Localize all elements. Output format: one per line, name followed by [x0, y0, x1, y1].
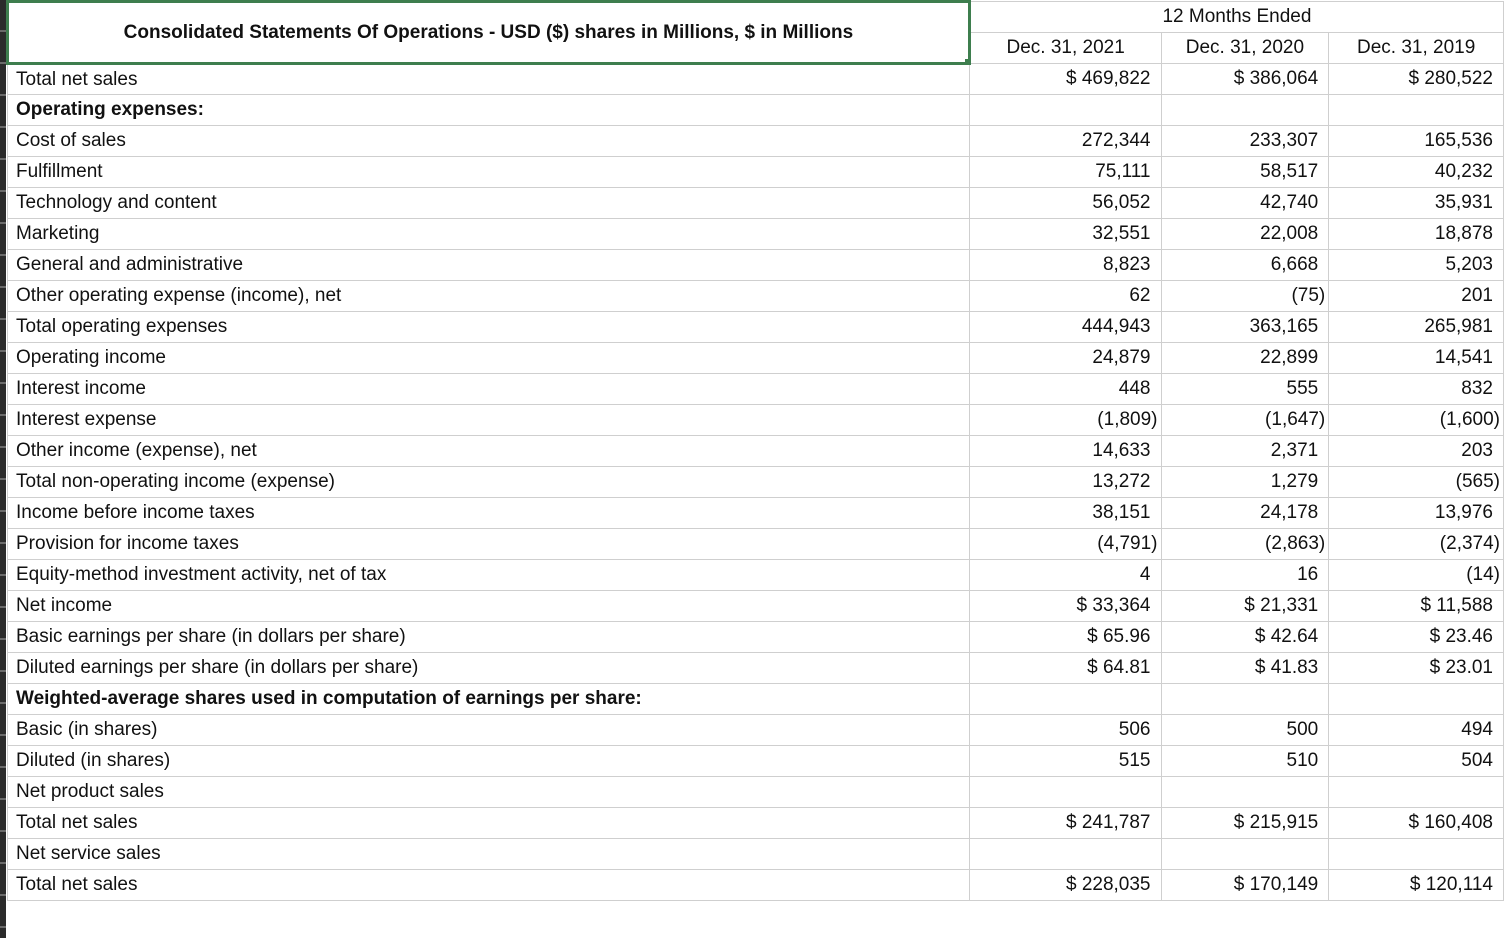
table-row [8, 560, 1504, 591]
table-row [8, 808, 1504, 839]
cell-value: $ 23.01 [1429, 657, 1493, 678]
table-row [8, 529, 1504, 560]
value-cell[interactable] [1329, 343, 1504, 374]
cell-value: 56,052 [1092, 192, 1151, 213]
value-cell[interactable] [1161, 250, 1329, 281]
value-cell[interactable] [1161, 839, 1329, 870]
table-row [8, 622, 1504, 653]
table-row [8, 467, 1504, 498]
value-cell[interactable] [969, 591, 1161, 622]
cell-value: (1,809) [1097, 409, 1158, 430]
value-cell[interactable] [969, 529, 1161, 560]
value-cell[interactable] [969, 467, 1161, 498]
row-label-cell[interactable]: General and administrative [8, 250, 970, 281]
table-row [8, 281, 1504, 312]
row-label-cell[interactable]: Cost of sales [8, 126, 970, 157]
table-row [8, 839, 1504, 870]
table-row [8, 653, 1504, 684]
cell-value: 6,668 [1270, 254, 1319, 275]
row-label-cell[interactable]: Diluted earnings per share (in dollars per share) [8, 653, 970, 684]
cell-value: 233,307 [1249, 130, 1319, 151]
cell-value: $ 23.46 [1429, 626, 1493, 647]
cell-value: $ 41.83 [1254, 657, 1319, 678]
value-cell[interactable] [1161, 312, 1329, 343]
value-cell[interactable] [1161, 498, 1329, 529]
value-cell[interactable] [1329, 777, 1504, 808]
value-cell[interactable] [1161, 808, 1329, 839]
table-row [8, 777, 1504, 808]
value-cell[interactable] [1329, 64, 1504, 95]
cell-value: (2,863) [1265, 533, 1326, 554]
table-row [8, 498, 1504, 529]
value-cell[interactable] [1329, 839, 1504, 870]
cell-value: 510 [1286, 750, 1319, 771]
value-cell[interactable] [1161, 405, 1329, 436]
row-label-cell[interactable]: Basic (in shares) [8, 715, 970, 746]
cell-value: 265,981 [1424, 316, 1493, 337]
cell-value: 2,371 [1270, 440, 1319, 461]
row-label-cell[interactable]: Basic earnings per share (in dollars per share) [8, 622, 970, 653]
table-row [8, 343, 1504, 374]
cell-value: $ 11,588 [1420, 595, 1493, 616]
statement-table [6, 0, 1504, 901]
cell-value: 24,879 [1092, 347, 1151, 368]
value-cell[interactable] [969, 808, 1161, 839]
cell-value: $ 21,331 [1244, 595, 1319, 616]
cell-value: $ 469,822 [1065, 68, 1151, 89]
cell-value: $ 386,064 [1233, 68, 1319, 89]
table-row [8, 250, 1504, 281]
cell-value: 448 [1118, 378, 1151, 399]
table-row [8, 870, 1504, 901]
selection-fill-handle[interactable] [964, 58, 970, 64]
value-cell[interactable] [1329, 622, 1504, 653]
cell-value: (1,647) [1265, 409, 1326, 430]
value-cell[interactable] [1161, 529, 1329, 560]
cell-value: 22,899 [1260, 347, 1319, 368]
value-cell[interactable] [969, 126, 1161, 157]
cell-value: 18,878 [1434, 223, 1493, 244]
value-cell[interactable] [1329, 653, 1504, 684]
value-cell[interactable] [969, 560, 1161, 591]
value-cell[interactable] [1329, 436, 1504, 467]
value-cell[interactable] [969, 715, 1161, 746]
value-cell[interactable] [969, 157, 1161, 188]
value-cell[interactable] [1329, 467, 1504, 498]
value-cell[interactable] [1329, 312, 1504, 343]
cell-value: (1,600) [1439, 409, 1500, 430]
cell-value: 272,344 [1081, 130, 1151, 151]
row-label-cell[interactable]: Equity-method investment activity, net of tax [8, 560, 970, 591]
row-label-cell[interactable]: Total net sales [8, 808, 970, 839]
cell-value: $ 160,408 [1408, 812, 1493, 833]
cell-value: 16 [1297, 564, 1319, 585]
cell-value: 444,943 [1081, 316, 1151, 337]
row-label-cell[interactable]: Income before income taxes [8, 498, 970, 529]
row-label-cell[interactable]: Interest income [8, 374, 970, 405]
value-cell[interactable] [969, 64, 1161, 95]
table-row [8, 126, 1504, 157]
value-cell[interactable] [1161, 64, 1329, 95]
table-row [8, 715, 1504, 746]
cell-value: 165,536 [1424, 130, 1493, 151]
cell-value: $ 65.96 [1087, 626, 1151, 647]
cell-value: 201 [1461, 285, 1493, 306]
cell-value: 1,279 [1270, 471, 1319, 492]
table-row [8, 405, 1504, 436]
value-cell[interactable] [969, 870, 1161, 901]
value-cell[interactable] [969, 188, 1161, 219]
cell-value: 13,976 [1434, 502, 1493, 523]
statement-title-cell[interactable] [8, 2, 970, 64]
row-label-cell[interactable]: Diluted (in shares) [8, 746, 970, 777]
value-cell[interactable] [969, 622, 1161, 653]
cell-value: 32,551 [1092, 223, 1151, 244]
table-row [8, 188, 1504, 219]
value-cell[interactable] [1329, 591, 1504, 622]
value-cell[interactable] [969, 95, 1161, 126]
cell-value: 40,232 [1434, 161, 1493, 182]
row-label-cell[interactable]: Other operating expense (income), net [8, 281, 970, 312]
value-cell[interactable] [1161, 374, 1329, 405]
value-cell[interactable] [1161, 684, 1329, 715]
value-cell[interactable] [969, 839, 1161, 870]
period-header[interactable]: 12 Months Ended [969, 2, 1503, 33]
cell-value: 13,272 [1092, 471, 1151, 492]
cell-value: $ 241,787 [1065, 812, 1151, 833]
cell-value: 14,633 [1092, 440, 1151, 461]
cell-value: 4 [1139, 564, 1151, 585]
value-cell[interactable] [969, 219, 1161, 250]
value-cell[interactable] [1161, 622, 1329, 653]
value-cell[interactable] [1161, 281, 1329, 312]
row-label-cell[interactable]: Weighted-average shares used in computation of earnings per share: [8, 684, 970, 715]
value-cell[interactable] [969, 498, 1161, 529]
value-cell[interactable] [969, 436, 1161, 467]
value-cell[interactable] [1161, 219, 1329, 250]
cell-value: 832 [1461, 378, 1493, 399]
row-label-cell[interactable]: Provision for income taxes [8, 529, 970, 560]
cell-value: $ 215,915 [1233, 812, 1319, 833]
cell-value: 75,111 [1095, 161, 1151, 182]
row-label-cell[interactable]: Interest expense [8, 405, 970, 436]
row-label-cell[interactable]: Marketing [8, 219, 970, 250]
value-cell[interactable] [1161, 436, 1329, 467]
value-cell[interactable] [1329, 157, 1504, 188]
cell-value: $ 280,522 [1408, 68, 1493, 89]
value-cell[interactable] [1161, 746, 1329, 777]
cell-value: 14,541 [1434, 347, 1493, 368]
cell-value: (4,791) [1097, 533, 1158, 554]
value-cell[interactable] [1161, 157, 1329, 188]
table-row [8, 591, 1504, 622]
value-cell[interactable] [969, 250, 1161, 281]
value-cell[interactable] [1329, 870, 1504, 901]
cell-value: 24,178 [1260, 502, 1319, 523]
cell-value: 203 [1461, 440, 1493, 461]
value-cell[interactable] [1161, 467, 1329, 498]
cell-value: 42,740 [1260, 192, 1319, 213]
row-label-cell[interactable]: Total net sales [8, 870, 970, 901]
value-cell[interactable] [1329, 498, 1504, 529]
value-cell[interactable] [1161, 777, 1329, 808]
value-cell[interactable] [1161, 343, 1329, 374]
cell-value: 555 [1286, 378, 1319, 399]
table-row [8, 95, 1504, 126]
value-cell[interactable] [969, 281, 1161, 312]
table-row [8, 312, 1504, 343]
cell-value: 506 [1118, 719, 1151, 740]
table-row [8, 219, 1504, 250]
value-cell[interactable] [1329, 684, 1504, 715]
value-cell[interactable] [1329, 529, 1504, 560]
row-label-cell[interactable]: Net product sales [8, 777, 970, 808]
row-label-cell[interactable]: Other income (expense), net [8, 436, 970, 467]
cell-value: (75) [1291, 285, 1326, 306]
row-label-cell[interactable]: Fulfillment [8, 157, 970, 188]
table-row [8, 374, 1504, 405]
value-cell[interactable] [1161, 95, 1329, 126]
row-label-cell[interactable]: Operating income [8, 343, 970, 374]
value-cell[interactable] [1329, 746, 1504, 777]
cell-value: 35,931 [1434, 192, 1493, 213]
cell-value: $ 120,114 [1409, 874, 1493, 895]
value-cell[interactable] [1329, 715, 1504, 746]
statement-rows [8, 64, 1504, 901]
value-cell[interactable] [969, 343, 1161, 374]
value-cell[interactable] [969, 653, 1161, 684]
row-label-cell[interactable]: Total operating expenses [8, 312, 970, 343]
cell-value: 62 [1129, 285, 1151, 306]
row-label-cell[interactable]: Net income [8, 591, 970, 622]
row-label-cell[interactable]: Operating expenses: [8, 95, 970, 126]
table-row [8, 64, 1504, 95]
row-label-cell[interactable]: Net service sales [8, 839, 970, 870]
value-cell[interactable] [969, 374, 1161, 405]
value-cell[interactable] [1161, 591, 1329, 622]
value-cell[interactable] [1329, 250, 1504, 281]
value-cell[interactable] [1329, 281, 1504, 312]
value-cell[interactable] [1329, 188, 1504, 219]
value-cell[interactable] [1329, 374, 1504, 405]
value-cell[interactable] [969, 777, 1161, 808]
row-label-cell[interactable]: Technology and content [8, 188, 970, 219]
value-cell[interactable] [969, 405, 1161, 436]
cell-value: 5,203 [1445, 254, 1493, 275]
value-cell[interactable] [1161, 870, 1329, 901]
value-cell[interactable] [969, 684, 1161, 715]
cell-value: $ 170,149 [1233, 874, 1319, 895]
value-cell[interactable] [1329, 560, 1504, 591]
cell-value: 494 [1461, 719, 1493, 740]
value-cell[interactable] [1161, 188, 1329, 219]
value-cell[interactable] [1161, 560, 1329, 591]
value-cell[interactable] [1329, 405, 1504, 436]
table-row [8, 684, 1504, 715]
value-cell[interactable] [1329, 126, 1504, 157]
value-cell[interactable] [969, 312, 1161, 343]
value-cell[interactable] [1161, 715, 1329, 746]
cell-value: 58,517 [1260, 161, 1319, 182]
cell-value: (14) [1466, 564, 1500, 585]
column-header-2021[interactable]: Dec. 31, 2021 [969, 33, 1161, 64]
value-cell[interactable] [1161, 126, 1329, 157]
cell-value: 38,151 [1092, 502, 1151, 523]
value-cell[interactable] [1329, 808, 1504, 839]
cell-value: $ 33,364 [1076, 595, 1151, 616]
cell-value: (2,374) [1439, 533, 1500, 554]
row-label-cell[interactable]: Total non-operating income (expense) [8, 467, 970, 498]
cell-value: 363,165 [1249, 316, 1319, 337]
cell-value: $ 42.64 [1254, 626, 1319, 647]
table-row [8, 746, 1504, 777]
table-row [8, 157, 1504, 188]
cell-value: 8,823 [1102, 254, 1151, 275]
cell-value: 500 [1286, 719, 1319, 740]
column-header-2019[interactable]: Dec. 31, 2019 [1329, 33, 1504, 64]
cell-value: (565) [1455, 471, 1500, 492]
value-cell[interactable] [1329, 219, 1504, 250]
column-header-2020[interactable]: Dec. 31, 2020 [1161, 33, 1329, 64]
statement-title: Consolidated Statements Of Operations - USD ($) shares in Millions, $ in Millions [123, 21, 854, 43]
cell-value: $ 228,035 [1065, 874, 1151, 895]
cell-value: 22,008 [1260, 223, 1319, 244]
cell-value: 515 [1118, 750, 1151, 771]
value-cell[interactable] [969, 746, 1161, 777]
value-cell[interactable] [1161, 653, 1329, 684]
value-cell[interactable] [1329, 95, 1504, 126]
row-label-cell[interactable]: Total net sales [8, 64, 970, 95]
cell-value: $ 64.81 [1087, 657, 1151, 678]
cell-value: 504 [1461, 750, 1493, 771]
table-row [8, 436, 1504, 467]
